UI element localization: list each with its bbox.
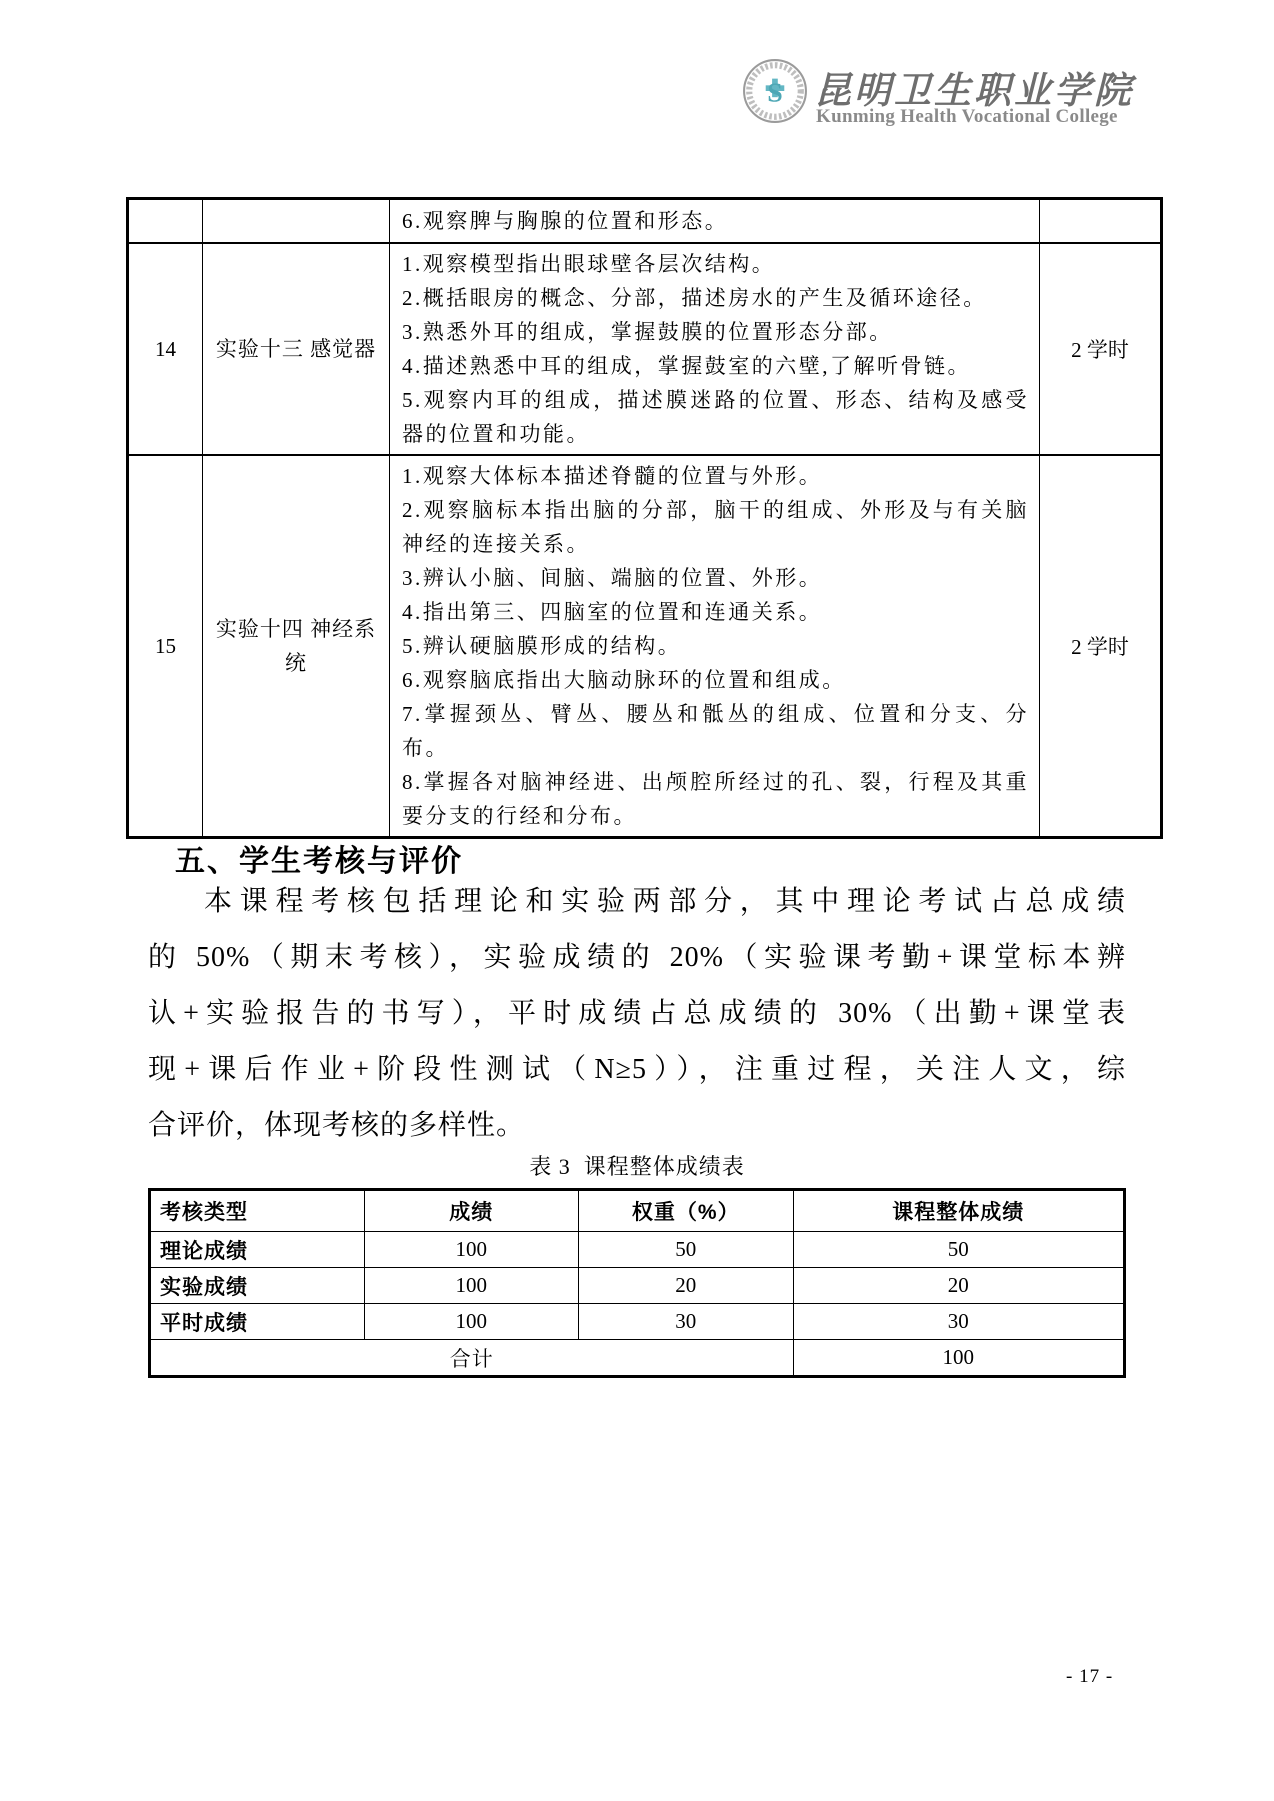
content-item: 2.概括眼房的概念、分部，描述房水的产生及循环途径。 [402, 286, 987, 310]
content-item: 6.观察脾与胸腺的位置和形态。 [402, 209, 729, 233]
grade-row-daily [150, 1304, 1125, 1340]
paragraph-line: 的 50%（期末考核），实验成绩的 20%（实验课考勤+课堂标本辨 [148, 942, 1126, 973]
svg-text:S: S [767, 77, 783, 109]
experiment-content-cell [390, 243, 1040, 455]
grade-table-caption: 表 3 课程整体成绩表 [529, 1154, 745, 1179]
content-item: 4.描述熟悉中耳的组成，掌握鼓室的六壁,了解听骨链。 [402, 354, 971, 378]
grade-header-overall: 课程整体成绩 [793, 1190, 1125, 1232]
class-hours-cell: 2 学时 [1040, 243, 1162, 455]
class-hours-cell [1040, 199, 1162, 244]
section-heading: 五、学生考核与评价 [175, 845, 463, 878]
schedule-row-continuation [128, 199, 1162, 244]
schedule-row-14 [128, 243, 1162, 455]
college-name-zh: 昆明卫生职业学院 [814, 71, 1134, 112]
grade-type-cell: 平时成绩 [150, 1304, 365, 1340]
grade-header-weight: 权重（%） [579, 1190, 794, 1232]
page-number: - 17 - [1066, 1666, 1114, 1687]
grade-row-theory [150, 1232, 1125, 1268]
paragraph-line: 合评价，体现考核的多样性。 [148, 1110, 526, 1141]
grade-score-cell: 100 [364, 1232, 579, 1268]
assessment-paragraph [148, 874, 1126, 1154]
grade-type-cell: 理论成绩 [150, 1232, 365, 1268]
content-item: 4.指出第三、四脑室的位置和连通关系。 [402, 600, 823, 624]
grade-type-cell: 实验成绩 [150, 1268, 365, 1304]
grade-overall-cell: 50 [793, 1232, 1125, 1268]
paragraph-line: 本课程考核包括理论和实验两部分，其中理论考试占总成绩 [204, 886, 1126, 917]
content-item: 2.观察脑标本指出脑的分部，脑干的组成、外形及与有关脑神经的连接关系。 [402, 498, 1029, 556]
total-value: 100 [793, 1340, 1125, 1377]
grade-score-cell: 100 [364, 1268, 579, 1304]
row-number-cell [128, 199, 203, 244]
experiment-name-cell: 实验十四 神经系统 [203, 455, 390, 838]
class-hours-cell: 2 学时 [1040, 455, 1162, 838]
content-item: 1.观察大体标本描述脊髓的位置与外形。 [402, 464, 823, 488]
experiment-content-cell [390, 455, 1040, 838]
grade-weight-cell: 50 [579, 1232, 794, 1268]
content-item: 5.观察内耳的组成，描述膜迷路的位置、形态、结构及感受器的位置和功能。 [402, 388, 1029, 446]
paragraph-line: 认+实验报告的书写），平时成绩占总成绩的 30%（出勤+课堂表 [148, 998, 1126, 1029]
row-number-cell: 15 [128, 455, 203, 838]
grade-table [148, 1188, 1126, 1378]
paragraph-line: 现+课后作业+阶段性测试（N≥5）），注重过程，关注人文，综 [148, 1054, 1126, 1085]
experiment-name-cell [203, 199, 390, 244]
grade-weight-cell: 20 [579, 1268, 794, 1304]
college-logo-icon [742, 58, 808, 124]
experiment-schedule-table [126, 197, 1163, 839]
experiment-content-cell [390, 199, 1040, 244]
content-item: 6.观察脑底指出大脑动脉环的位置和组成。 [402, 668, 846, 692]
grade-header-score: 成绩 [364, 1190, 579, 1232]
grade-row-experiment [150, 1268, 1125, 1304]
grade-total-row [150, 1340, 1125, 1377]
content-item: 3.熟悉外耳的组成，掌握鼓膜的位置形态分部。 [402, 320, 893, 344]
grade-overall-cell: 30 [793, 1304, 1125, 1340]
content-item: 7.掌握颈丛、臂丛、腰丛和骶丛的组成、位置和分支、分布。 [402, 702, 1029, 760]
grade-overall-cell: 20 [793, 1268, 1125, 1304]
grade-score-cell: 100 [364, 1304, 579, 1340]
total-label: 合计 [150, 1340, 794, 1377]
content-item: 5.辨认硬脑膜形成的结构。 [402, 634, 682, 658]
content-item: 3.辨认小脑、间脑、端脑的位置、外形。 [402, 566, 823, 590]
experiment-name-cell: 实验十三 感觉器 [203, 243, 390, 455]
grade-header-row [150, 1190, 1125, 1232]
content-item: 8.掌握各对脑神经进、出颅腔所经过的孔、裂，行程及其重要分支的行经和分布。 [402, 770, 1029, 828]
schedule-row-15 [128, 455, 1162, 838]
grade-weight-cell: 30 [579, 1304, 794, 1340]
college-name-en: Kunming Health Vocational College [816, 106, 1118, 127]
content-item: 1.观察模型指出眼球壁各层次结构。 [402, 252, 776, 276]
row-number-cell: 14 [128, 243, 203, 455]
grade-header-type: 考核类型 [150, 1190, 365, 1232]
